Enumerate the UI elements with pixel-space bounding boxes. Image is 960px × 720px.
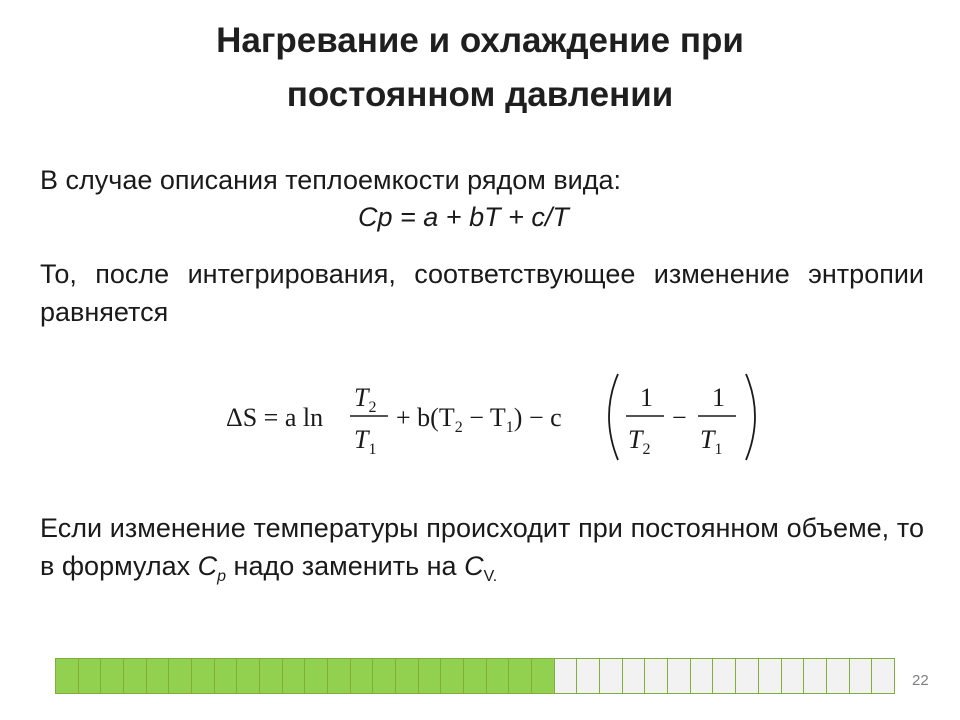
progress-cell-filled xyxy=(147,659,170,693)
progress-cell-filled xyxy=(79,659,102,693)
progress-cell-empty xyxy=(555,659,578,693)
progress-cell-empty xyxy=(827,659,850,693)
page-number: 22 xyxy=(912,672,929,689)
progress-cell-filled xyxy=(305,659,328,693)
progress-cell-filled xyxy=(169,659,192,693)
progress-cell-filled xyxy=(260,659,283,693)
volume-paragraph xyxy=(40,509,924,596)
fraction-numerator: $T_2$ xyxy=(354,383,377,416)
progress-cell-filled xyxy=(464,659,487,693)
cp-subscript: p xyxy=(217,568,227,585)
progress-cell-empty xyxy=(782,659,805,693)
intro-text: В случае описания теплоемкости рядом вида: xyxy=(40,165,622,195)
formula-middle: + $b(T_2 - T_1) - c$ xyxy=(396,403,562,436)
title-line-2: постоянном давлении xyxy=(286,75,674,114)
integration-paragraph: То, после интегрирования, соответствующее изменение энтропии равняется xyxy=(40,259,924,327)
progress-cell-filled xyxy=(351,659,374,693)
progress-cell-empty xyxy=(736,659,759,693)
progress-cell-filled xyxy=(215,659,238,693)
progress-cell-filled xyxy=(328,659,351,693)
right-paren xyxy=(746,374,755,460)
progress-cell-filled xyxy=(509,659,532,693)
progress-cell-filled xyxy=(487,659,510,693)
progress-cell-filled xyxy=(283,659,306,693)
progress-cell-empty xyxy=(691,659,714,693)
progress-cell-filled xyxy=(124,659,147,693)
progress-cell-empty xyxy=(850,659,873,693)
progress-cell-filled xyxy=(237,659,260,693)
progress-cell-filled xyxy=(192,659,215,693)
progress-cell-empty xyxy=(872,659,894,693)
formula-lhs-text: ΔS = a ln xyxy=(226,403,324,432)
progress-cell-empty xyxy=(600,659,623,693)
progress-cell-empty xyxy=(668,659,691,693)
cp-symbol: C xyxy=(197,551,218,581)
progress-cell-empty xyxy=(645,659,668,693)
progress-cell-empty xyxy=(713,659,736,693)
volume-text-2: надо заменить на xyxy=(226,551,465,581)
left-paren xyxy=(609,374,618,460)
progress-cell-filled xyxy=(373,659,396,693)
entropy-formula xyxy=(226,368,766,468)
inner-num-2: 1 xyxy=(712,383,725,412)
progress-cell-filled xyxy=(532,659,555,693)
slide-progress-bar xyxy=(55,658,895,694)
cv-subscript: V. xyxy=(483,568,498,585)
progress-cell-empty xyxy=(623,659,646,693)
inner-minus: − xyxy=(672,403,687,432)
progress-cell-filled xyxy=(396,659,419,693)
progress-cell-filled xyxy=(56,659,79,693)
slide-title xyxy=(0,14,960,122)
title-line-1: Нагревание и охлаждение при xyxy=(216,21,744,60)
volume-text-1: Если изменение температуры происходит при постоянном объеме, то в формулах xyxy=(40,513,924,581)
formula-lhs xyxy=(226,403,323,432)
progress-cell-filled xyxy=(441,659,464,693)
cv-symbol: C xyxy=(464,551,484,581)
progress-cell-filled xyxy=(101,659,124,693)
fraction-denominator: $T_1$ xyxy=(354,425,377,458)
progress-cell-filled xyxy=(419,659,442,693)
progress-cell-empty xyxy=(577,659,600,693)
inner-num-1: 1 xyxy=(640,383,653,412)
progress-cell-empty xyxy=(759,659,782,693)
inner-den-2: $T_1$ xyxy=(700,425,723,458)
inner-den-1: $T_2$ xyxy=(628,425,651,458)
heat-capacity-formula: Cp = a + bT + c/T xyxy=(358,202,569,232)
progress-cell-empty xyxy=(804,659,827,693)
